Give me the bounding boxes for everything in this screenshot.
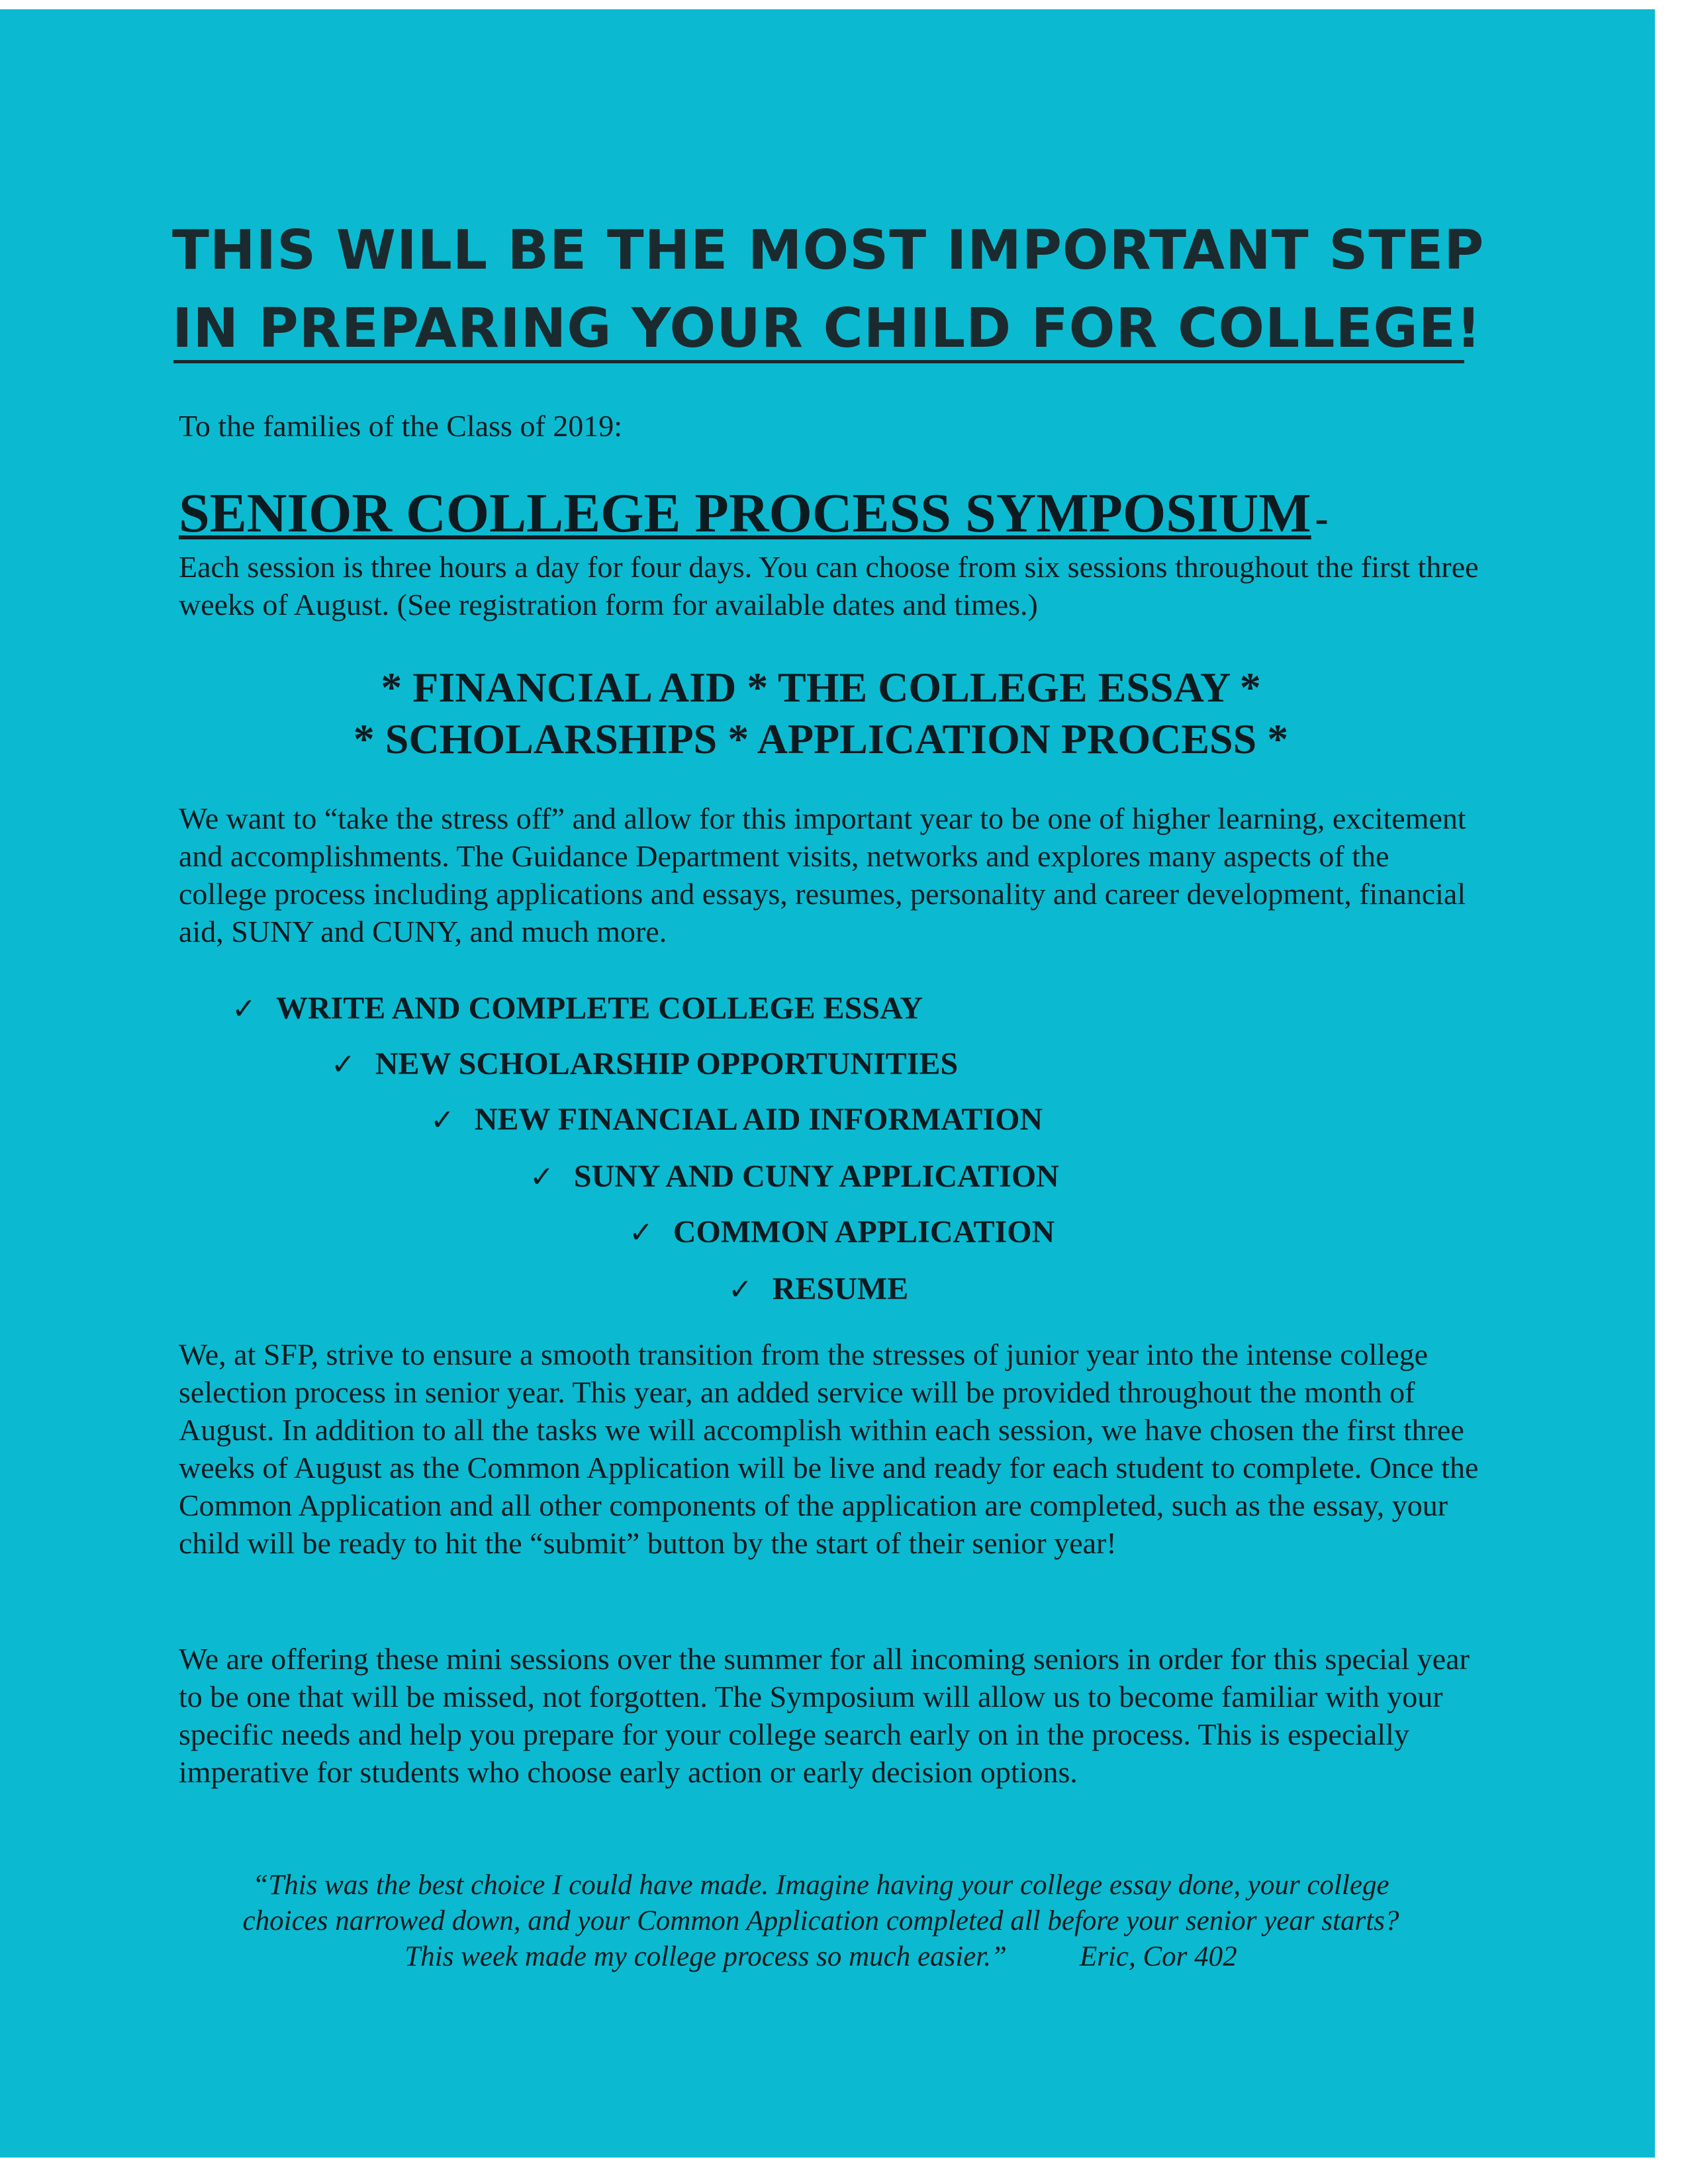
checklist-item-label: RESUME <box>772 1271 909 1306</box>
symposium-dash: - <box>1315 496 1329 540</box>
checklist-item <box>530 1157 1059 1197</box>
checklist-item <box>331 1044 958 1085</box>
checklist-item-label: COMMON APPLICATION <box>673 1214 1055 1250</box>
check-icon: ✓ <box>232 992 256 1026</box>
checklist-item <box>629 1212 1055 1253</box>
quote-line-2: choices narrowed down, and your Common Application completed all before your senior year starts? <box>242 1905 1399 1936</box>
headline <box>172 212 1485 368</box>
quote-line-1: “This was the best choice I could have made. Imagine having your college essay done, your college <box>252 1870 1389 1901</box>
checklist-item-label: WRITE AND COMPLETE COLLEGE ESSAY <box>275 991 923 1026</box>
headline-line-1: THIS WILL BE THE MOST IMPORTANT STEP <box>172 219 1485 282</box>
check-icon: ✓ <box>728 1273 753 1306</box>
symposium-title: SENIOR COLLEGE PROCESS SYMPOSIUM <box>179 482 1311 544</box>
checklist-item <box>232 989 923 1029</box>
check-icon: ✓ <box>430 1103 455 1137</box>
check-icon: ✓ <box>530 1160 554 1194</box>
quote-line-3 <box>199 1939 1443 1975</box>
checklist-item-label: SUNY AND CUNY APPLICATION <box>573 1159 1059 1194</box>
checklist-item <box>728 1269 908 1310</box>
check-icon: ✓ <box>629 1216 653 1250</box>
paragraph-mini-sessions: We are offering these mini sessions over the summer for all incoming seniors in order for this special year to be one that will be missed, not forgotten. The Symposium will allow us to become familiar with your specific needs and help you prepare for your college search early on in the process. This is especially imperative for students who choose early action or early decision options. <box>179 1642 1470 1789</box>
salutation: To the families of the Class of 2019: <box>179 409 623 443</box>
checklist-item-label: NEW SCHOLARSHIP OPPORTUNITIES <box>375 1046 959 1081</box>
checklist-item-label: NEW FINANCIAL AID INFORMATION <box>474 1102 1043 1137</box>
paragraph-smooth-transition: We, at SFP, strive to ensure a smooth transition from the stresses of junior year into the intense college selection process in senior year. This year, an added service will be provided throughout the month of August. In addition to all the tasks we will accomplish within each session, we have chosen the first three weeks of August as the Common Application will be live and ready for each student to complete. Once the Common Application and all other components of the application are completed, such as the essay, your child will be ready to hit the “submit” button by the start of their senior year! <box>179 1338 1479 1560</box>
topics-banner <box>172 662 1470 765</box>
testimonial-quote <box>199 1868 1443 1975</box>
headline-line-2: IN PREPARING YOUR CHILD FOR COLLEGE! <box>172 297 1482 360</box>
quote-line-3-text: This week made my college process so much easier.” <box>404 1941 1007 1972</box>
headline-divider <box>173 360 1464 363</box>
topics-line-2: * SCHOLARSHIPS * APPLICATION PROCESS * <box>353 715 1289 762</box>
symposium-heading <box>179 480 1329 547</box>
paragraph-stress-off: We want to “take the stress off” and allow for this important year to be one of higher learning, excitement and accomplishments. The Guidance Department visits, networks and explores many aspects of the college process including applications and essays, resumes, personality and career development, financial aid, SUNY and CUNY, and much more. <box>179 801 1466 948</box>
topics-line-1: * FINANCIAL AID * THE COLLEGE ESSAY * <box>381 664 1261 711</box>
check-icon: ✓ <box>331 1048 355 1081</box>
checklist-item <box>430 1100 1043 1140</box>
quote-attribution: Eric, Cor 402 <box>1079 1941 1237 1972</box>
session-intro: Each session is three hours a day for four days. You can choose from six sessions throughout the first three weeks of August. (See registration form for available dates and times.) <box>179 550 1479 621</box>
